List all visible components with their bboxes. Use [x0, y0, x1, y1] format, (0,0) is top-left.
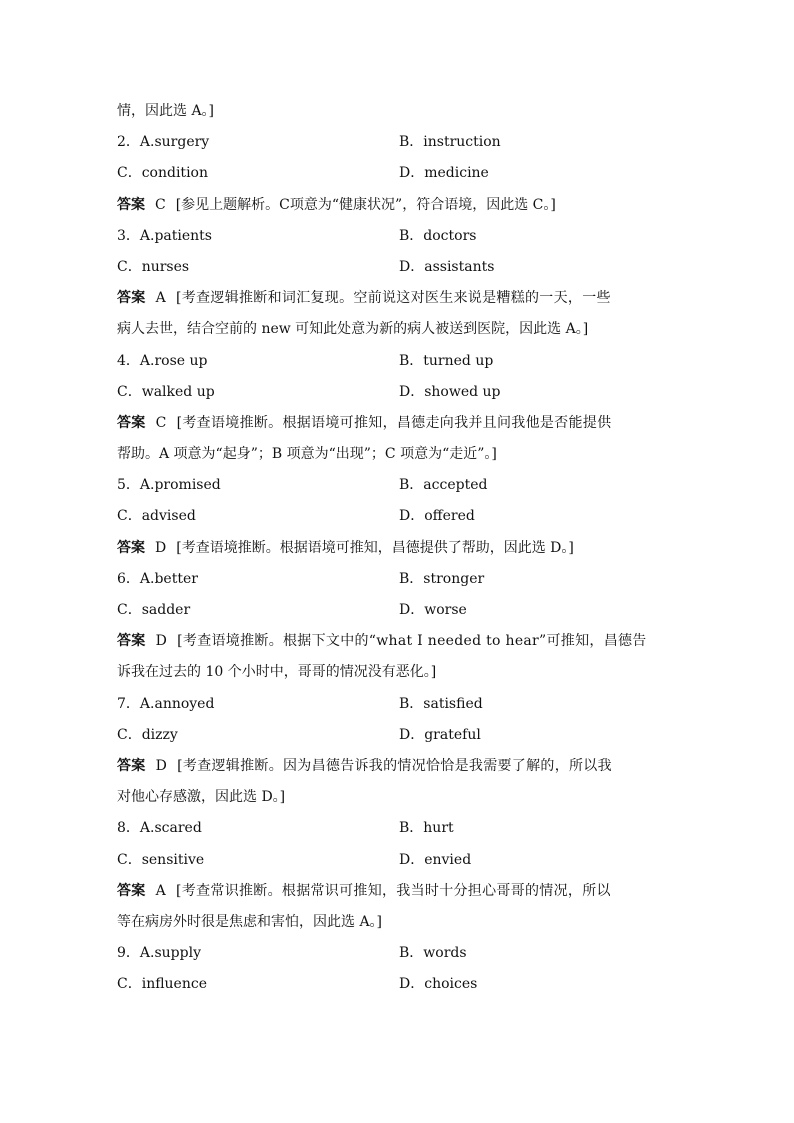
- q9-option-b: B．words: [399, 945, 467, 962]
- q7-option-c: C．dizzy: [117, 726, 178, 743]
- answer-4-line-1: [117, 408, 683, 439]
- question-3-row-1: [117, 221, 683, 252]
- answer-letter: D: [155, 633, 168, 650]
- answer-7-line-1: [117, 751, 683, 782]
- q7-option-a: 7．A.annoyed: [117, 695, 215, 712]
- question-2-row-2: [117, 158, 683, 189]
- answer-explanation: [考查常识推断。根据常识可推知，我当时十分担心哥哥的情况，所以: [176, 882, 611, 899]
- q5-option-d: D．offered: [399, 508, 475, 525]
- q9-option-c: C．influence: [117, 976, 207, 993]
- q4-option-d: D．showed up: [399, 383, 501, 400]
- q5-option-a: 5．A.promised: [117, 477, 221, 494]
- q8-option-b: B．hurt: [399, 820, 454, 837]
- question-4-row-1: [117, 346, 683, 377]
- q5-option-c: C．advised: [117, 508, 196, 525]
- answer-6-line-1: [117, 626, 683, 657]
- question-7-row-2: [117, 720, 683, 751]
- question-9-row-1: [117, 938, 683, 969]
- answer-letter: D: [155, 539, 167, 556]
- continuation-line: 情，因此选 A。]: [117, 103, 215, 119]
- q2-option-b: B．instruction: [399, 134, 501, 151]
- answer-letter: A: [155, 882, 167, 899]
- answer-7-line-2: 对他心存感激，因此选 D。]: [117, 789, 286, 806]
- q7-option-d: D．grateful: [399, 726, 481, 743]
- answer-8-line-1: [117, 876, 683, 907]
- answer-explanation: [考查逻辑推断。因为昌德告诉我的情况恰恰是我需要了解的，所以我: [177, 757, 612, 774]
- answer-explanation: [考查语境推断。根据语境可推知，昌德提供了帮助，因此选 D。]: [176, 539, 574, 556]
- q3-option-a: 3．A.patients: [117, 227, 212, 244]
- answer-3-line-1: [117, 283, 683, 314]
- question-5-row-1: [117, 470, 683, 501]
- q8-option-c: C．sensitive: [117, 851, 205, 868]
- question-3-row-2: [117, 252, 683, 283]
- q5-option-b: B．accepted: [399, 477, 488, 494]
- answer-3-line-2: 病人去世，结合空前的 new 可知此处意为新的病人被送到医院，因此选 A。]: [117, 321, 589, 338]
- question-6-row-1: [117, 564, 683, 595]
- q6-option-a: 6．A.better: [117, 570, 198, 587]
- answer-label: 答案: [117, 196, 145, 213]
- q6-option-b: B．stronger: [399, 570, 485, 587]
- q3-option-b: B．doctors: [399, 227, 477, 244]
- answer-label: 答案: [117, 757, 146, 774]
- answer-explanation: [考查逻辑推断和词汇复现。空前说这对医生来说是糟糕的一天，一些: [176, 290, 611, 307]
- q2-option-c: C．condition: [117, 165, 208, 182]
- q8-option-a: 8．A.scared: [117, 820, 202, 837]
- answer-explanation: [考查语境推断。根据语境可推知，昌德走向我并且问我他是否能提供: [176, 414, 612, 431]
- answer-label: 答案: [117, 414, 146, 431]
- answer-letter: D: [155, 757, 168, 774]
- q7-option-b: B．satisfied: [399, 695, 483, 712]
- q2-option-d: D．medicine: [399, 165, 489, 182]
- answer-label: 答案: [117, 290, 146, 307]
- answer-label: 答案: [117, 539, 145, 556]
- answer-label: 答案: [117, 882, 146, 899]
- q4-option-b: B．turned up: [399, 352, 494, 369]
- question-9-row-2: [117, 969, 683, 1000]
- question-8-row-1: [117, 813, 683, 844]
- q3-option-d: D．assistants: [399, 258, 495, 275]
- q4-option-a: 4．A.rose up: [117, 352, 208, 369]
- answer-2: [117, 190, 683, 221]
- answer-explanation: [考查语境推断。根据下文中的“what I needed to hear”可推知，昌德告: [177, 633, 647, 650]
- question-6-row-2: [117, 595, 683, 626]
- q9-option-a: 9．A.supply: [117, 945, 201, 962]
- question-4-row-2: [117, 377, 683, 408]
- answer-letter: C: [155, 196, 166, 213]
- q3-option-c: C．nurses: [117, 258, 190, 275]
- question-7-row-1: [117, 689, 683, 720]
- answer-6-line-2: 诉我在过去的 10 个小时中，哥哥的情况没有恶化。]: [117, 664, 437, 681]
- question-8-row-2: [117, 845, 683, 876]
- question-2-row-1: [117, 127, 683, 158]
- answer-4-line-2: 帮助。A 项意为“起身”；B 项意为“出现”；C 项意为“走近”。]: [117, 446, 497, 463]
- q4-option-c: C．walked up: [117, 383, 215, 400]
- q8-option-d: D．envied: [399, 851, 472, 868]
- question-5-row-2: [117, 501, 683, 532]
- document-page: [117, 96, 683, 1000]
- answer-letter: A: [155, 290, 167, 307]
- q6-option-c: C．sadder: [117, 602, 191, 618]
- answer-8-line-2: 等在病房外时很是焦虑和害怕，因此选 A。]: [117, 913, 383, 930]
- q6-option-d: D．worse: [399, 602, 467, 618]
- answer-5: [117, 533, 683, 564]
- answer-explanation: [参见上题解析。C项意为“健康状况”，符合语境，因此选 C。]: [175, 196, 556, 213]
- q2-option-a: 2．A.surgery: [117, 134, 210, 151]
- q9-option-d: D．choices: [399, 976, 478, 993]
- answer-label: 答案: [117, 633, 146, 650]
- answer-letter: C: [155, 414, 167, 431]
